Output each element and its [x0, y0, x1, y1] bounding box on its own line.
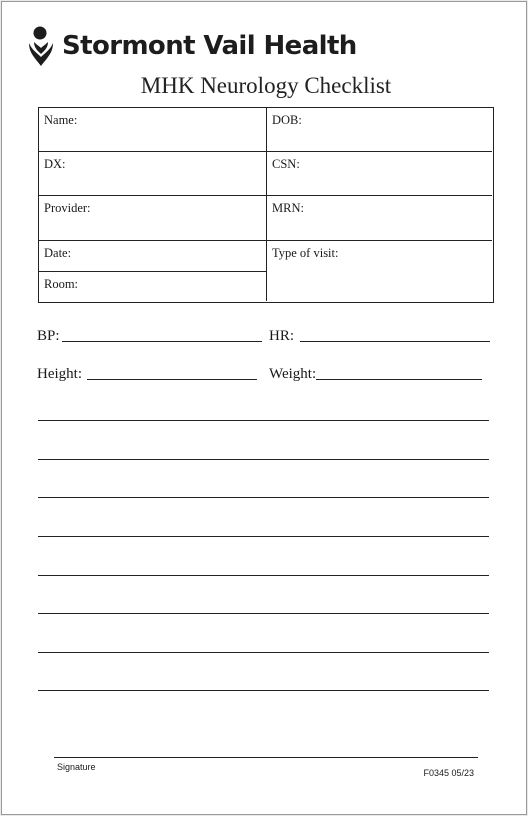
dob-field[interactable]	[267, 108, 492, 151]
weight-field[interactable]	[269, 366, 482, 383]
height-entry-line	[87, 379, 257, 380]
notes-line[interactable]	[38, 497, 489, 498]
csn-field[interactable]	[267, 152, 492, 195]
date-field[interactable]	[39, 241, 266, 271]
notes-line[interactable]	[38, 690, 489, 691]
height-field[interactable]	[37, 366, 257, 383]
page-title: MHK Neurology Checklist	[140, 73, 392, 98]
mrn-field[interactable]	[267, 196, 492, 240]
bp-label: BP:	[37, 328, 60, 344]
notes-line[interactable]	[38, 613, 489, 614]
name-label: Name:	[44, 113, 78, 127]
bp-entry-line	[62, 341, 262, 342]
notes-line[interactable]	[38, 575, 489, 576]
signature-line[interactable]	[54, 757, 478, 758]
logo-text: Stormont Vail Health	[62, 31, 357, 61]
notes-line[interactable]	[38, 536, 489, 537]
mrn-label: MRN:	[272, 201, 304, 215]
notes-line[interactable]	[38, 459, 489, 460]
room-field[interactable]	[39, 272, 266, 301]
organization-logo	[26, 25, 357, 67]
visit-type-label: Type of visit:	[272, 246, 339, 260]
weight-label: Weight:	[269, 366, 317, 382]
hr-label: HR:	[269, 328, 295, 344]
logo-mark-icon	[26, 25, 56, 67]
height-label: Height:	[37, 366, 82, 382]
csn-label: CSN:	[272, 157, 300, 171]
date-label: Date:	[44, 246, 72, 260]
patient-info-grid	[38, 107, 494, 303]
provider-label: Provider:	[44, 201, 91, 215]
room-label: Room:	[44, 277, 79, 291]
dx-field[interactable]	[39, 152, 266, 195]
hr-field[interactable]	[269, 328, 490, 345]
notes-line[interactable]	[38, 420, 489, 421]
hr-entry-line	[300, 341, 490, 342]
visit-type-field[interactable]	[267, 241, 492, 301]
checklist-page	[1, 1, 527, 815]
form-code: F0345 05/23	[423, 768, 474, 778]
notes-line[interactable]	[38, 652, 489, 653]
weight-entry-line	[316, 379, 482, 380]
dx-label: DX:	[44, 157, 66, 171]
name-field[interactable]	[39, 108, 266, 151]
provider-field[interactable]	[39, 196, 266, 240]
bp-field[interactable]	[37, 328, 262, 345]
dob-label: DOB:	[272, 113, 302, 127]
signature-label: Signature	[57, 762, 96, 772]
